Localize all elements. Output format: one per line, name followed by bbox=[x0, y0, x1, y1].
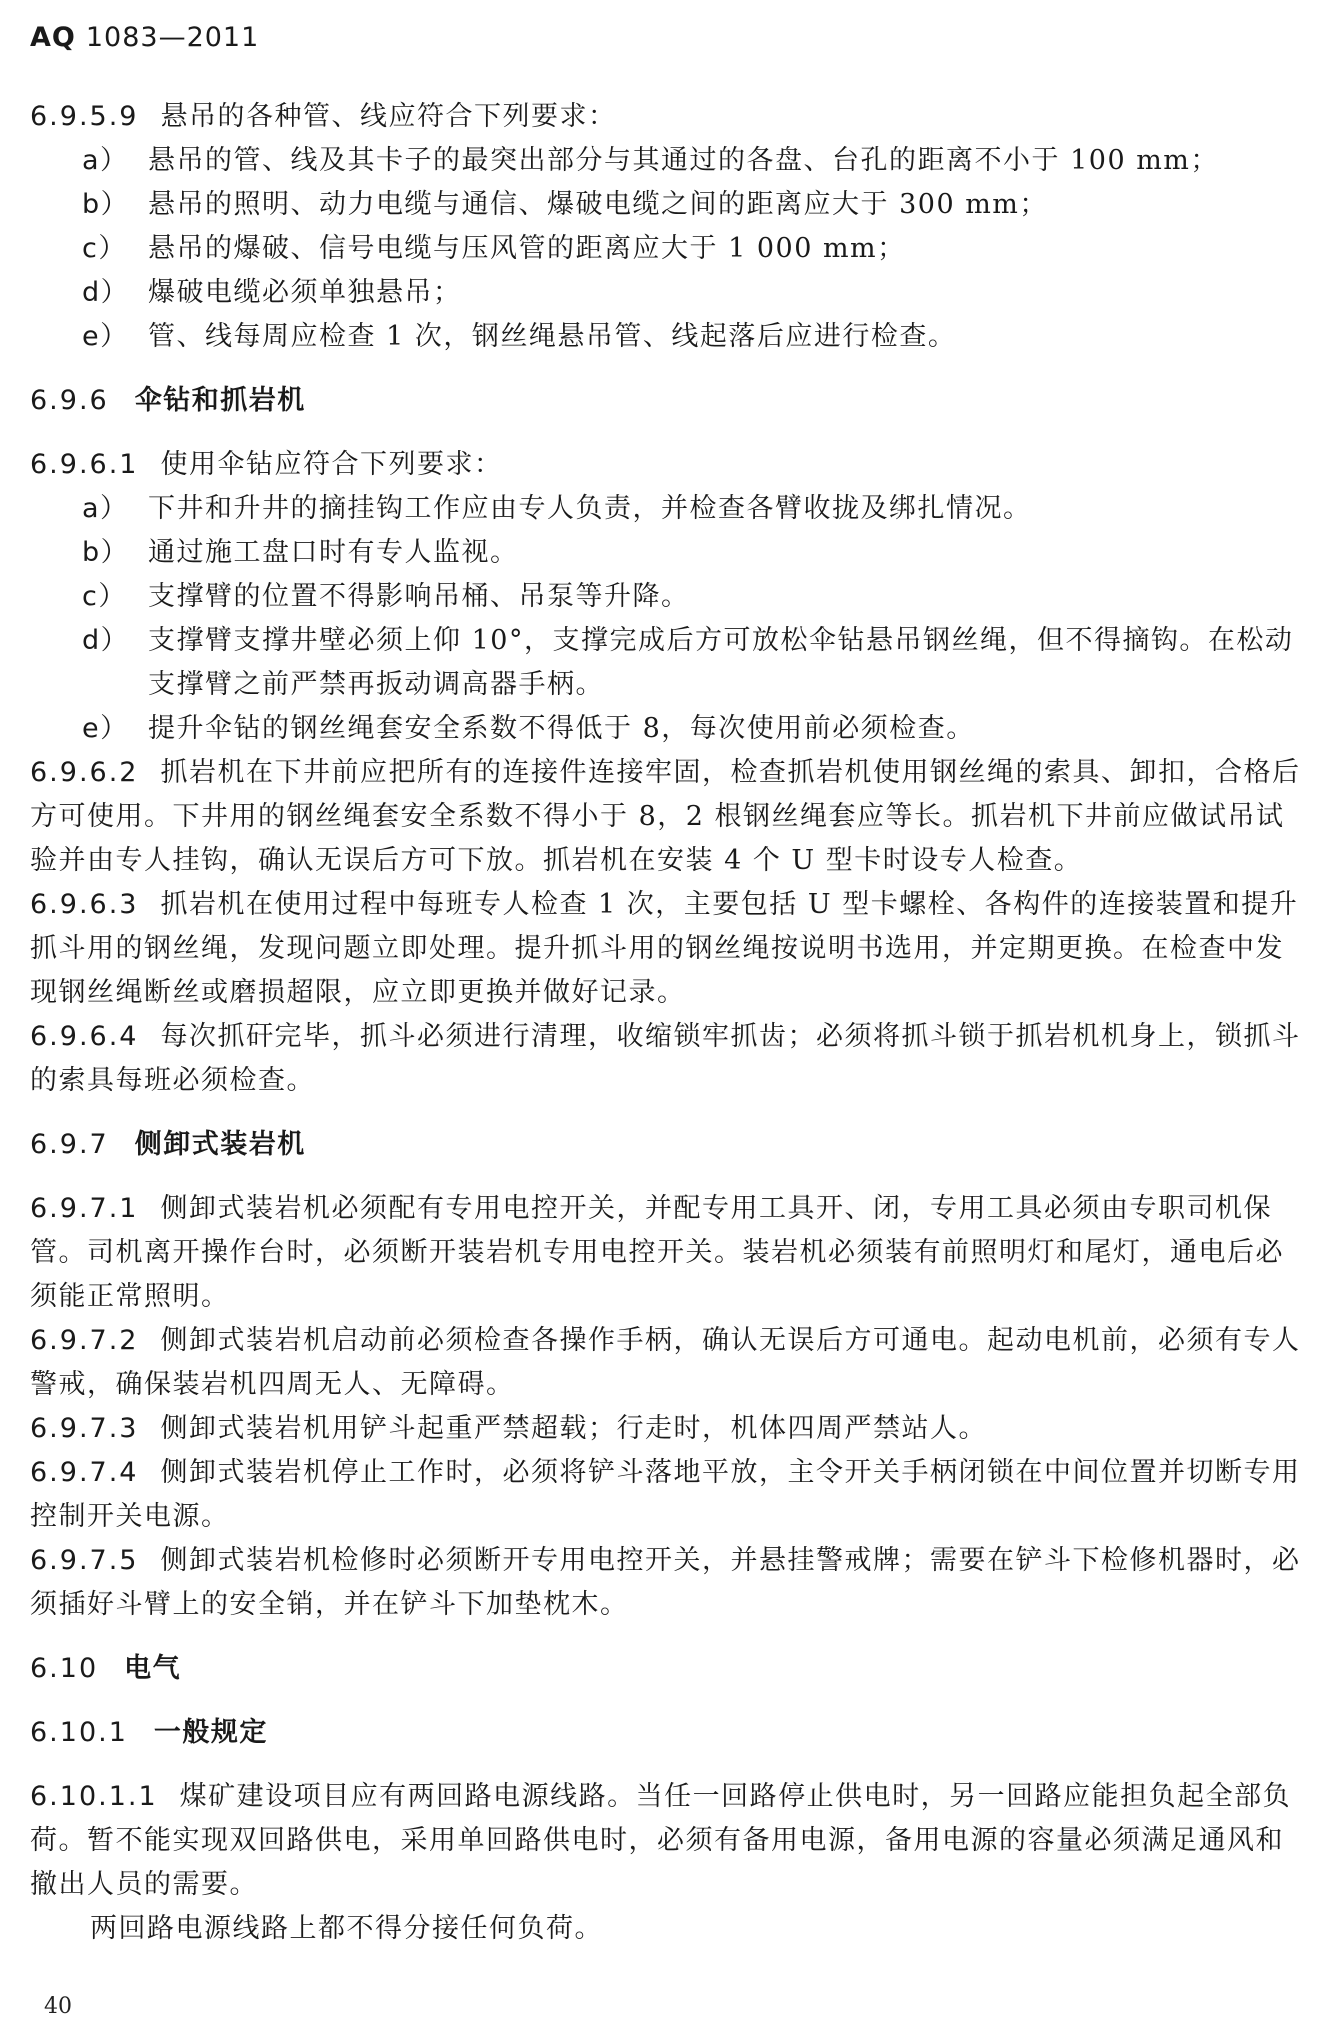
list-item bbox=[30, 707, 1310, 751]
clause-text: 悬吊的各种管、线应符合下列要求： bbox=[160, 101, 617, 132]
clause bbox=[30, 1015, 1310, 1103]
document-body bbox=[30, 95, 1310, 1951]
section-heading bbox=[30, 1711, 1310, 1755]
document-header bbox=[30, 22, 259, 53]
clause-number: 6.9.7.5 bbox=[30, 1545, 139, 1576]
clause bbox=[30, 95, 1310, 139]
clause-text: 使用伞钻应符合下列要求： bbox=[160, 449, 503, 480]
list-item bbox=[30, 619, 1310, 707]
clause bbox=[30, 751, 1310, 883]
list-item-text: 悬吊的照明、动力电缆与通信、爆破电缆之间的距离应大于 300 mm； bbox=[148, 189, 1048, 220]
list-item bbox=[30, 271, 1310, 315]
clause-text: 煤矿建设项目应有两回路电源线路。当任一回路停止供电时，另一回路应能担负起全部负荷。暂不能实现双回路供电，采用单回路供电时，必须有备用电源，备用电源的容量必须满足通风和撤出人员的需要。 bbox=[30, 1781, 1292, 1900]
section-title: 侧卸式装岩机 bbox=[134, 1129, 306, 1160]
section-title: 电气 bbox=[124, 1653, 182, 1684]
list-item-text: 支撑臂的位置不得影响吊桶、吊泵等升降。 bbox=[148, 581, 690, 612]
list-item-text: 支撑臂支撑井壁必须上仰 10°，支撑完成后方可放松伞钻悬吊钢丝绳，但不得摘钩。在松动支撑臂之前严禁再扳动调高器手柄。 bbox=[148, 625, 1294, 700]
list-item-text: 通过施工盘口时有专人监视。 bbox=[148, 537, 519, 568]
clause-number: 6.9.7.1 bbox=[30, 1193, 139, 1224]
list-item-label: d） bbox=[82, 625, 130, 656]
list-item-label: a） bbox=[82, 145, 129, 176]
list-item-label: c） bbox=[82, 581, 127, 612]
standard-code: AQ bbox=[30, 22, 76, 53]
list-item bbox=[30, 227, 1310, 271]
clause bbox=[30, 883, 1310, 1015]
list-item bbox=[30, 575, 1310, 619]
section-heading bbox=[30, 379, 1310, 423]
clause-number: 6.10.1.1 bbox=[30, 1781, 158, 1812]
list-item-label: e） bbox=[82, 321, 129, 352]
list-item-text: 下井和升井的摘挂钩工作应由专人负责，并检查各臂收拢及绑扎情况。 bbox=[148, 493, 1032, 524]
list-item-text: 爆破电缆必须单独悬吊； bbox=[148, 277, 462, 308]
section-number: 6.9.7 bbox=[30, 1129, 109, 1160]
clause-text: 每次抓矸完毕，抓斗必须进行清理，收缩锁牢抓齿；必须将抓斗锁于抓岩机机身上，锁抓斗的索具每班必须检查。 bbox=[30, 1021, 1301, 1096]
page-number: 40 bbox=[44, 1994, 72, 2019]
clause bbox=[30, 1539, 1310, 1627]
section-title: 伞钻和抓岩机 bbox=[134, 385, 306, 416]
section-number: 6.10.1 bbox=[30, 1717, 128, 1748]
clause-number: 6.9.6.1 bbox=[30, 449, 139, 480]
clause-number: 6.9.5.9 bbox=[30, 101, 139, 132]
clause-number: 6.9.6.3 bbox=[30, 889, 139, 920]
standard-number: 1083—2011 bbox=[85, 22, 260, 53]
clause-text: 侧卸式装岩机检修时必须断开专用电控开关，并悬挂警戒牌；需要在铲斗下检修机器时，必须插好斗臂上的安全销，并在铲斗下加垫枕木。 bbox=[30, 1545, 1301, 1620]
clause-text: 抓岩机在使用过程中每班专人检查 1 次，主要包括 U 型卡螺栓、各构件的连接装置和提升抓斗用的钢丝绳，发现问题立即处理。提升抓斗用的钢丝绳按说明书选用，并定期更换。在检查中发现钢丝绳断丝或磨损超限，应立即更换并做好记录。 bbox=[30, 889, 1299, 1008]
list-item-text: 悬吊的管、线及其卡子的最突出部分与其通过的各盘、台孔的距离不小于 100 mm； bbox=[148, 145, 1219, 176]
clause bbox=[30, 1187, 1310, 1319]
clause-number: 6.9.7.4 bbox=[30, 1457, 139, 1488]
section-number: 6.10 bbox=[30, 1653, 99, 1684]
list-item bbox=[30, 183, 1310, 227]
clause-text: 抓岩机在下井前应把所有的连接件连接牢固，检查抓岩机使用钢丝绳的索具、卸扣，合格后方可使用。下井用的钢丝绳套安全系数不得小于 8，2 根钢丝绳套应等长。抓岩机下井前应做试吊试验并由专人挂钩，确认无误后方可下放。抓岩机在安装 4 个 U 型卡时设专人检查。 bbox=[30, 757, 1301, 876]
clause-number: 6.9.6.2 bbox=[30, 757, 139, 788]
list-item-label: d） bbox=[82, 277, 130, 308]
list-item bbox=[30, 315, 1310, 359]
clause bbox=[30, 1319, 1310, 1407]
section-heading bbox=[30, 1123, 1310, 1167]
paragraph: 两回路电源线路上都不得分接任何负荷。 bbox=[90, 1913, 603, 1944]
clause-text: 侧卸式装岩机停止工作时，必须将铲斗落地平放，主令开关手柄闭锁在中间位置并切断专用控制开关电源。 bbox=[30, 1457, 1301, 1532]
clause bbox=[30, 1775, 1310, 1907]
clause-number: 6.9.7.3 bbox=[30, 1413, 139, 1444]
clause bbox=[30, 1451, 1310, 1539]
list-item bbox=[30, 487, 1310, 531]
clause-text: 侧卸式装岩机用铲斗起重严禁超载；行走时，机体四周严禁站人。 bbox=[160, 1413, 987, 1444]
list-item-text: 悬吊的爆破、信号电缆与压风管的距离应大于 1 000 mm； bbox=[148, 233, 906, 264]
list-item-label: e） bbox=[82, 713, 129, 744]
list-item-label: b） bbox=[82, 189, 130, 220]
clause-text: 侧卸式装岩机启动前必须检查各操作手柄，确认无误后方可通电。起动电机前，必须有专人警戒，确保装岩机四周无人、无障碍。 bbox=[30, 1325, 1301, 1400]
clause-number: 6.9.7.2 bbox=[30, 1325, 139, 1356]
list-item bbox=[30, 531, 1310, 575]
list-item-text: 提升伞钻的钢丝绳套安全系数不得低于 8，每次使用前必须检查。 bbox=[148, 713, 975, 744]
list-item-label: a） bbox=[82, 493, 129, 524]
clause-text: 侧卸式装岩机必须配有专用电控开关，并配专用工具开、闭，专用工具必须由专职司机保管。司机离开操作台时，必须断开装岩机专用电控开关。装岩机必须装有前照明灯和尾灯，通电后必须能正常照明。 bbox=[30, 1193, 1284, 1312]
clause bbox=[30, 1407, 1310, 1451]
clause-number: 6.9.6.4 bbox=[30, 1021, 139, 1052]
section-heading bbox=[30, 1647, 1310, 1691]
section-title: 一般规定 bbox=[153, 1717, 268, 1748]
list-item-label: b） bbox=[82, 537, 130, 568]
section-number: 6.9.6 bbox=[30, 385, 109, 416]
list-item-label: c） bbox=[82, 233, 127, 264]
clause bbox=[30, 443, 1310, 487]
list-item bbox=[30, 139, 1310, 183]
list-item-text: 管、线每周应检查 1 次，钢丝绳悬吊管、线起落后应进行检查。 bbox=[148, 321, 957, 352]
